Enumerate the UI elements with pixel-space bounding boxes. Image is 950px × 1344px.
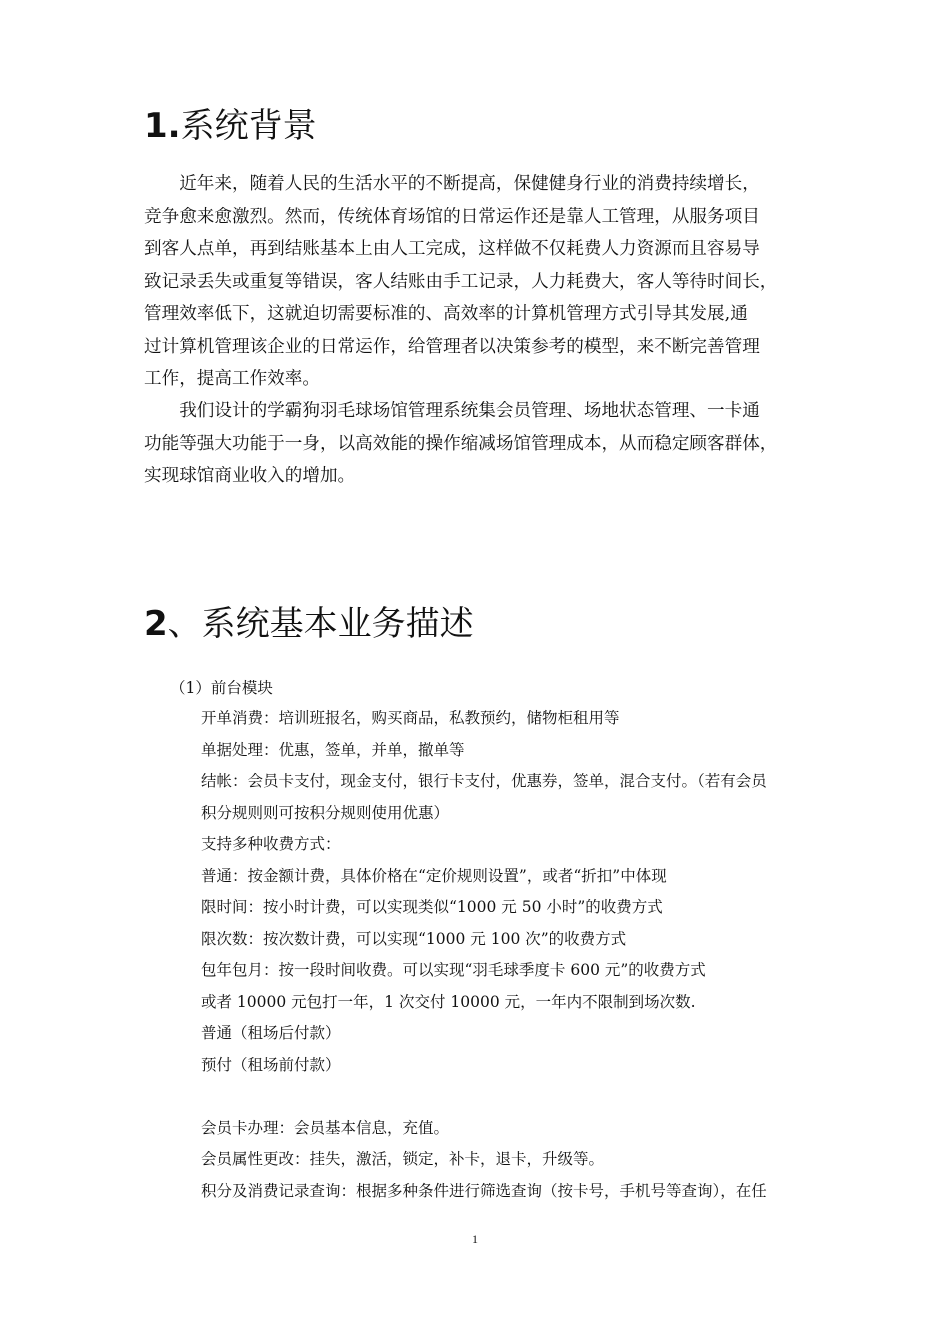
list-item: 支持多种收费方式： [201, 835, 341, 853]
paragraph-line: 实现球馆商业收入的增加。 [144, 466, 356, 486]
list-item: 结帐：会员卡支付，现金支付，银行卡支付，优惠券，签单，混合支付。（若有会员 [201, 772, 767, 790]
section2-heading [144, 602, 474, 646]
list-item: 单据处理：优惠，签单，并单，撤单等 [201, 740, 465, 759]
module-item-list [201, 703, 811, 1207]
section1-paragraph-1 [144, 168, 809, 396]
list-item: 开单消费：培训班报名，购买商品，私教预约，储物柜租用等 [201, 709, 620, 727]
list-item: 限时间：按小时计费，可以实现类似“1000 元 50 小时”的收费方式 [201, 898, 663, 916]
list-item: 会员卡办理：会员基本信息，充值。 [201, 1118, 450, 1137]
paragraph-line: 到客人点单，再到结账基本上由人工完成，这样做不仅耗费人力资源而且容易导 [144, 239, 760, 259]
list-item: 包年包月：按一段时间收费。可以实现“羽毛球季度卡 600 元”的收费方式 [201, 961, 706, 979]
paragraph-line: 竞争愈来愈激烈。然而，传统体育场馆的日常运作还是靠人工管理，从服务项目 [144, 206, 760, 227]
list-item: 预付（租场前付款） [201, 1055, 341, 1074]
page-number: 1 [472, 1232, 478, 1246]
list-spacer [201, 1081, 811, 1113]
paragraph-line: 管理效率低下，这就迫切需要标准的、高效率的计算机管理方式引导其发展,通 [144, 304, 748, 324]
paragraph-line: 功能等强大功能于一身，以高效能的操作缩减场馆管理成本，从而稳定顾客群体， [144, 433, 778, 454]
section1-title: 系统背景 [180, 106, 317, 146]
list-item: 积分规则则可按积分规则使用优惠） [201, 803, 450, 822]
section1-paragraph-2 [144, 395, 809, 493]
list-item: 积分及消费记录查询：根据多种条件进行筛选查询（按卡号，手机号等查询），在任 [201, 1181, 767, 1200]
paragraph-line: 我们设计的学霸狗羽毛球场馆管理系统集会员管理、场地状态管理、一卡通 [179, 401, 760, 421]
module-label: （1）前台模块 [170, 679, 273, 697]
section2-title: 、系统基本业务描述 [167, 604, 474, 644]
paragraph-line: 工作，提高工作效率。 [144, 369, 320, 389]
section1-number: 1. [144, 106, 181, 146]
paragraph-line: 近年来，随着人民的生活水平的不断提高，保健健身行业的消费持续增长， [179, 174, 760, 194]
paragraph-line: 致记录丢失或重复等错误，客人结账由手工记录，人力耗费大，客人等待时间长， [144, 271, 778, 292]
section1-heading [144, 104, 317, 148]
section2-number: 2 [144, 604, 168, 644]
list-item: 会员属性更改：挂失，激活，锁定，补卡，退卡，升级等。 [201, 1150, 605, 1168]
list-item: 普通（租场后付款） [201, 1024, 341, 1042]
list-item: 限次数：按次数计费，可以实现“1000 元 100 次”的收费方式 [201, 929, 627, 948]
list-item: 或者 10000 元包打一年，1 次交付 10000 元，一年内不限制到场次数. [201, 992, 696, 1011]
paragraph-line: 过计算机管理该企业的日常运作，给管理者以决策参考的模型，来不断完善管理 [144, 336, 760, 357]
list-item: 普通：按金额计费，具体价格在“定价规则设置”，或者“折扣”中体现 [201, 866, 667, 885]
